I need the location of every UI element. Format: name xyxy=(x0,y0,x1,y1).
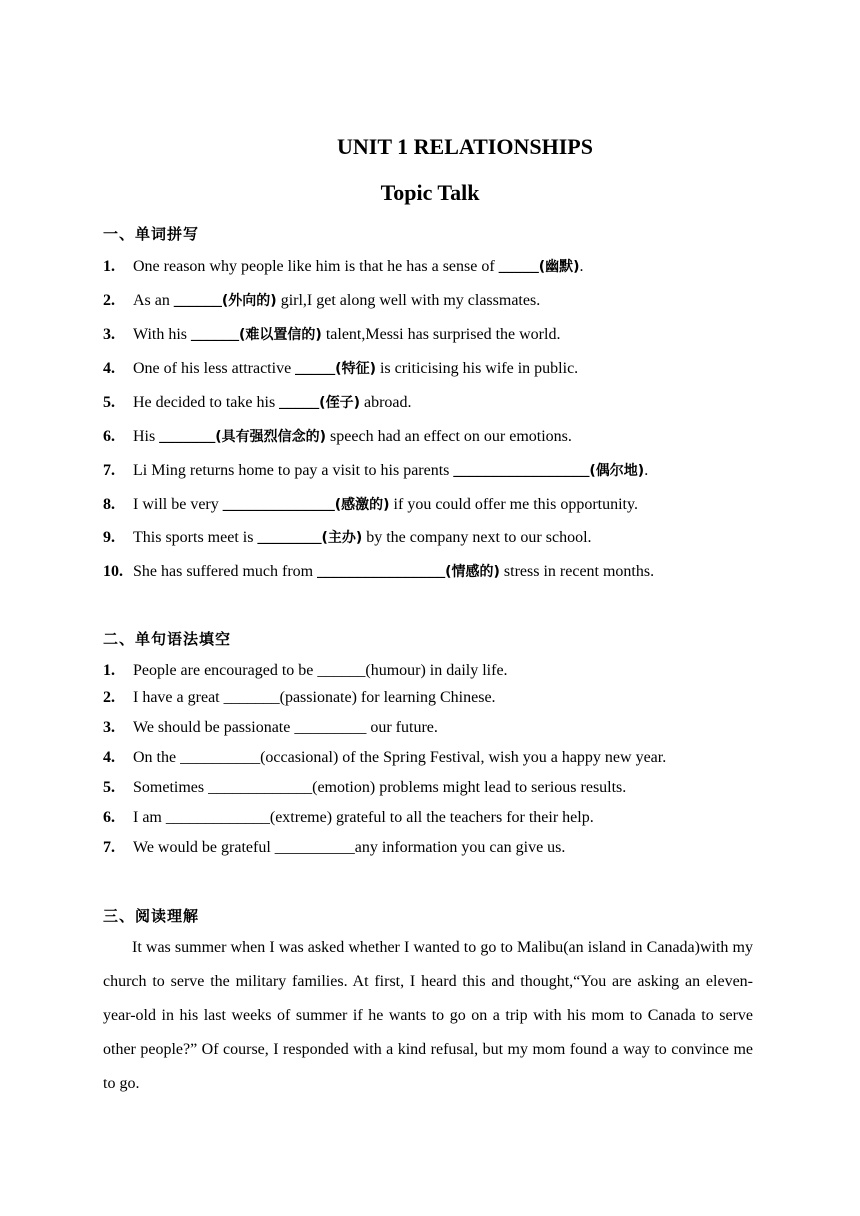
spelling-item xyxy=(103,426,572,446)
page-title: UNIT 1 RELATIONSHIPS xyxy=(337,134,593,159)
item-number: 4. xyxy=(103,360,115,377)
item-text-after: girl,I get along well with my classmates. xyxy=(276,292,541,309)
chinese-hint: (主办) xyxy=(321,530,363,546)
answer-blank[interactable]: _____ xyxy=(295,360,336,377)
item-text-before: Li Ming returns home to pay a visit to his parents xyxy=(133,462,454,479)
section-heading-reading: 三、阅读理解 xyxy=(103,907,200,925)
item-text-after: abroad. xyxy=(359,394,412,411)
chinese-hint: (难以置信的) xyxy=(239,327,322,343)
item-text-after: . xyxy=(644,462,649,479)
item-text-after: by the company next to our school. xyxy=(362,529,592,546)
reading-paragraph: It was summer when I was asked whether I wanted to go to Malibu(an island in Canada)with my church to serve the military families. At first, I heard this and thought,“You are asking an eleven-year-old in his last weeks of summer if he wants to go on a trip with his mom to Canada to serve other people?” Of course, I responded with a kind refusal, but my mom found a way to convince me to go. xyxy=(103,939,753,1092)
item-text[interactable]: We would be grateful __________any information you can give us. xyxy=(133,839,566,856)
section-heading-spelling: 一、单词拼写 xyxy=(103,225,200,243)
reading-passage xyxy=(103,931,753,1101)
spelling-item xyxy=(103,290,540,310)
item-number: 7. xyxy=(103,839,115,856)
item-text-before: He decided to take his xyxy=(133,394,280,411)
item-number: 1. xyxy=(103,662,115,679)
grammar-item xyxy=(103,809,594,827)
grammar-item xyxy=(103,689,496,707)
item-text-before: His xyxy=(133,428,160,445)
item-text-before: As an xyxy=(133,292,174,309)
chinese-hint: (偶尔地) xyxy=(589,463,645,479)
item-number: 3. xyxy=(103,719,115,736)
spelling-item xyxy=(103,561,654,581)
answer-blank[interactable]: _______ xyxy=(159,428,216,445)
spelling-item xyxy=(103,494,638,514)
item-number: 10. xyxy=(103,563,123,580)
item-number: 4. xyxy=(103,749,115,766)
item-number: 2. xyxy=(103,292,115,309)
spelling-item xyxy=(103,324,560,344)
chinese-hint: (感激的) xyxy=(334,497,390,513)
item-text-after: speech had an effect on our emotions. xyxy=(326,428,572,445)
item-text[interactable]: We should be passionate _________ our future. xyxy=(133,719,438,736)
answer-blank[interactable]: _____ xyxy=(498,258,539,275)
item-text-before: One reason why people like him is that he has a sense of xyxy=(133,258,499,275)
item-text-after: stress in recent months. xyxy=(499,563,655,580)
spelling-item xyxy=(103,358,578,378)
chinese-hint: (幽默) xyxy=(538,259,580,275)
grammar-item xyxy=(103,839,565,857)
grammar-item xyxy=(103,719,438,737)
item-number: 5. xyxy=(103,779,115,796)
item-number: 1. xyxy=(103,258,115,275)
spelling-item xyxy=(103,256,583,276)
spelling-item xyxy=(103,527,592,547)
chinese-hint: (具有强烈信念的) xyxy=(215,429,327,445)
chinese-hint: (特征) xyxy=(335,361,376,377)
item-number: 6. xyxy=(103,809,115,826)
item-text[interactable]: On the __________(occasional) of the Spring Festival, wish you a happy new year. xyxy=(133,749,667,766)
item-text-before: This sports meet is xyxy=(133,529,258,546)
item-number: 3. xyxy=(103,326,115,343)
item-text-before: One of his less attractive xyxy=(133,360,296,377)
item-text-after: . xyxy=(579,258,584,275)
item-number: 5. xyxy=(103,394,115,411)
grammar-item xyxy=(103,779,626,797)
spelling-item xyxy=(103,460,648,480)
answer-blank[interactable]: _____ xyxy=(279,394,320,411)
item-number: 6. xyxy=(103,428,115,445)
item-text-before: She has suffered much from xyxy=(133,563,318,580)
grammar-item xyxy=(103,662,508,680)
section-heading-grammar: 二、单句语法填空 xyxy=(103,630,232,648)
chinese-hint: (情感的) xyxy=(445,564,500,580)
chinese-hint: (外向的) xyxy=(221,293,277,309)
item-number: 7. xyxy=(103,462,115,479)
item-text-after: talent,Messi has surprised the world. xyxy=(321,326,561,343)
item-text-before: With his xyxy=(133,326,192,343)
item-text-after: is criticising his wife in public. xyxy=(375,360,579,377)
answer-blank[interactable]: _________________ xyxy=(453,462,590,479)
item-text-before: I will be very xyxy=(133,496,223,513)
answer-blank[interactable]: ______________ xyxy=(222,496,335,513)
item-number: 8. xyxy=(103,496,115,513)
item-text[interactable]: I have a great _______(passionate) for learning Chinese. xyxy=(133,689,496,706)
item-number: 2. xyxy=(103,689,115,706)
answer-blank[interactable]: ________ xyxy=(257,529,322,546)
answer-blank[interactable]: ________________ xyxy=(317,563,446,580)
item-text-after: if you could offer me this opportunity. xyxy=(389,496,638,513)
answer-blank[interactable]: ______ xyxy=(191,326,240,343)
answer-blank[interactable]: ______ xyxy=(173,292,222,309)
item-text[interactable]: People are encouraged to be ______(humour) in daily life. xyxy=(133,662,508,679)
grammar-item xyxy=(103,749,666,767)
spelling-item xyxy=(103,392,412,412)
item-text[interactable]: I am _____________(extreme) grateful to all the teachers for their help. xyxy=(133,809,594,826)
item-number: 9. xyxy=(103,529,115,546)
page-subtitle: Topic Talk xyxy=(380,180,480,205)
item-text[interactable]: Sometimes _____________(emotion) problems might lead to serious results. xyxy=(133,779,627,796)
chinese-hint: (侄子) xyxy=(319,395,360,411)
